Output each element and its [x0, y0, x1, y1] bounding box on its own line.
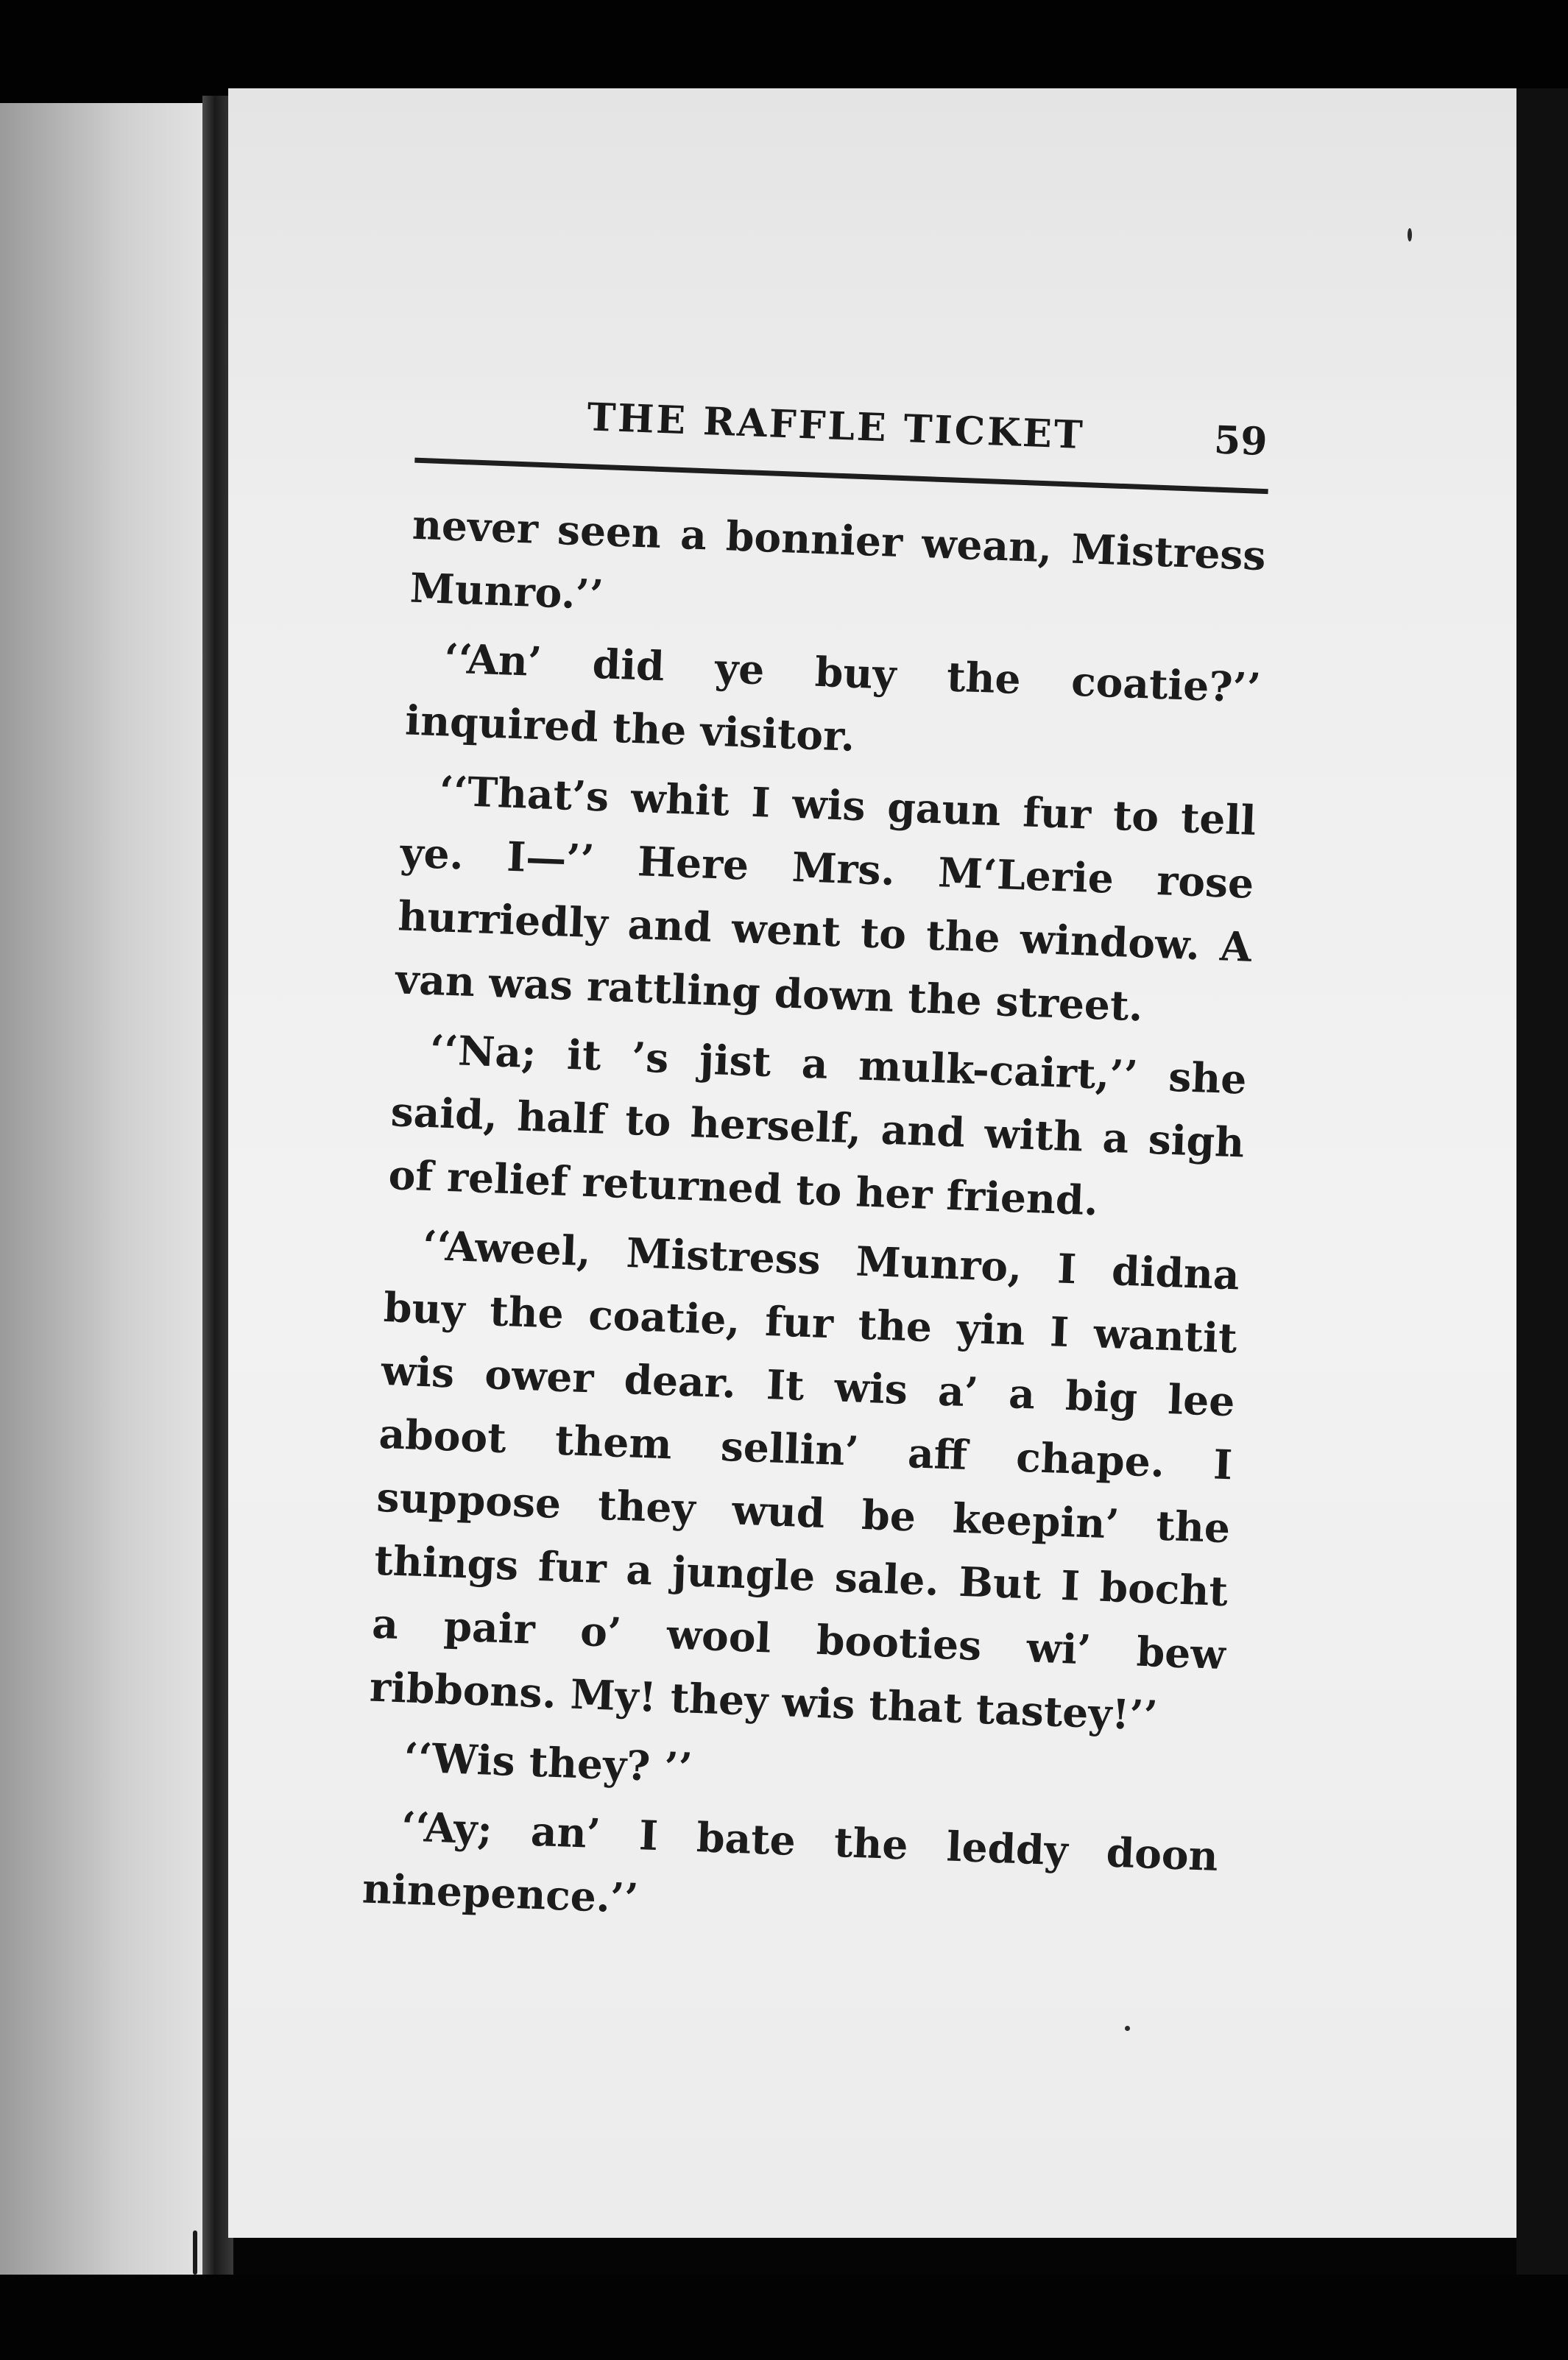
paragraph: ‘‘That’s whit I wis gaun fur to tell ye. I—’’ Here Mrs. M‘Lerie rose hurriedly and went to the window. A van was rattling down the street. [395, 766, 1257, 1031]
paragraph: ‘‘Wis they? ’’ [403, 1733, 693, 1792]
page-number: 59 [1212, 417, 1268, 465]
paragraph: ‘‘Aweel, Mistress Munro, I didna buy the coatie, fur the yin I wantit wis ower dear. It wis a’ a big lee aboot them sellin’ aff chape. I suppose they wud be keepin’ the things fur a jungle sale. But I bocht a pair o’ wool booties wi’ bew ribbons. My! they wis that tastey!’’ [369, 1220, 1240, 1739]
header-rule [414, 458, 1268, 495]
paragraph: ‘‘Na; it ’s jist a mulk-cairt,’’ she said, half to herself, and with a sigh of relief returned to her friend. [387, 1025, 1248, 1225]
paragraph: ‘‘An’ did ye buy the coatie?’’ inquired the visitor. [404, 634, 1262, 760]
speck-mark [1125, 2026, 1130, 2031]
body-text [361, 493, 1267, 1957]
speck-mark [193, 2230, 197, 2275]
running-head: THE RAFFLE TICKET [586, 395, 1086, 458]
speck-mark [1408, 228, 1412, 241]
paragraph: ‘‘Ay; an’ I bate the leddy doon ninepence.’’ [361, 1802, 1219, 1923]
paragraph: never seen a bonnier wean, Mistress Munro.’’ [409, 500, 1267, 619]
